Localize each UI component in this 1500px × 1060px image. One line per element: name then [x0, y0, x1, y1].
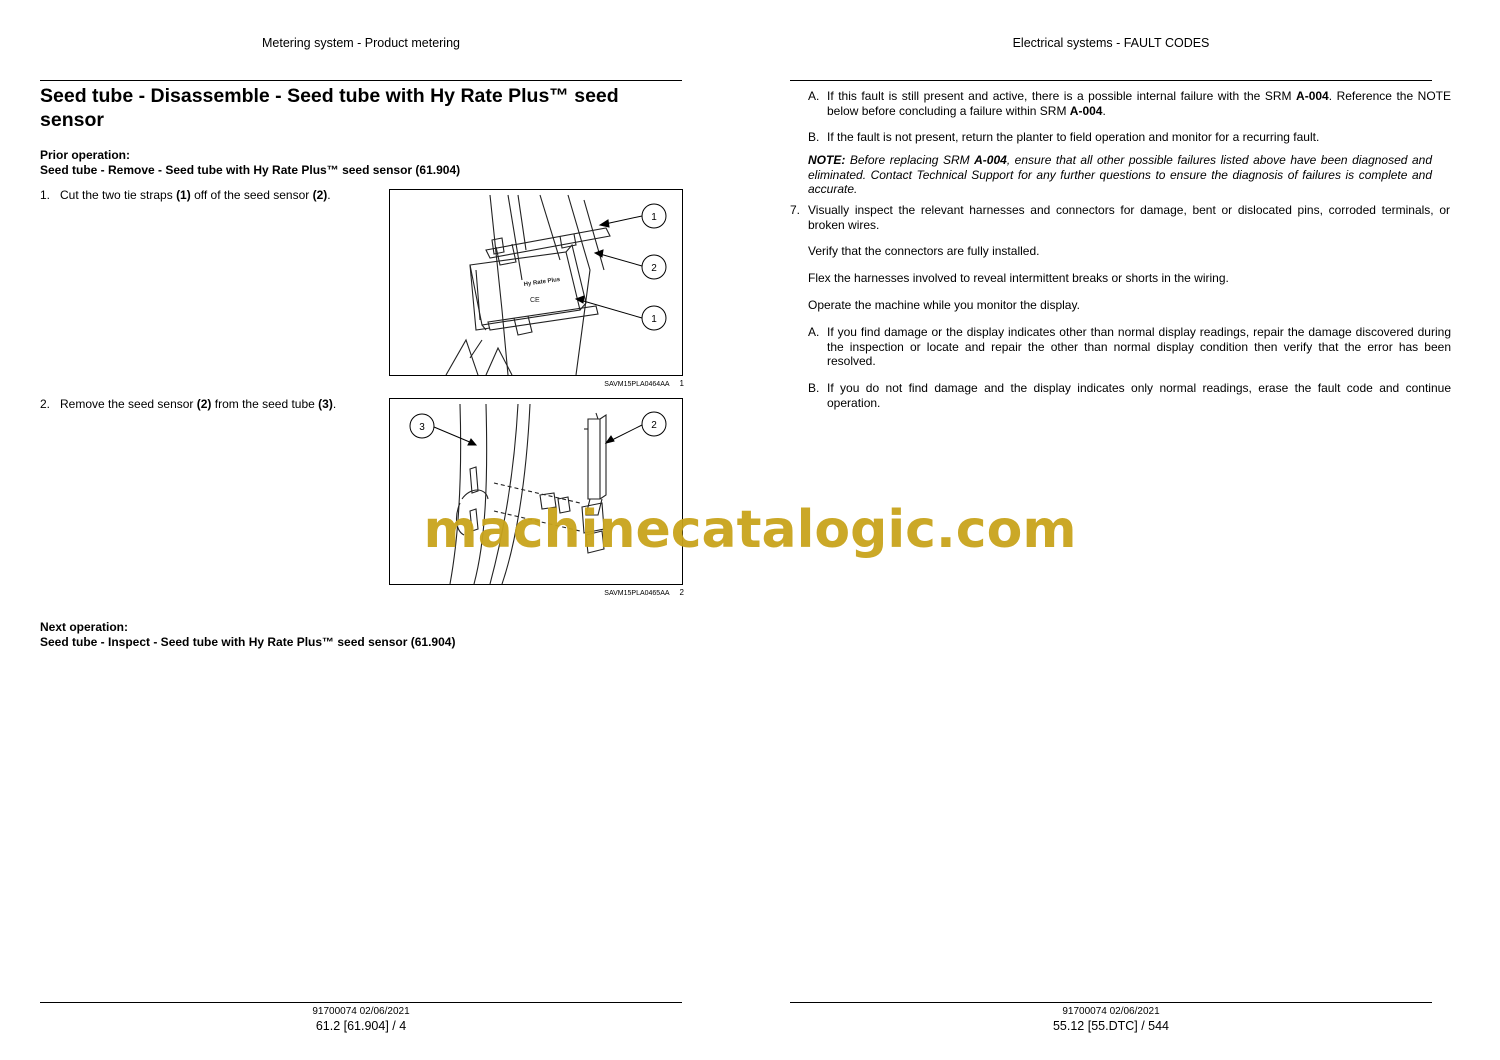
figure-1	[389, 189, 683, 376]
next-operation-label: Next operation:	[40, 620, 129, 634]
paragraph-verify-connectors: Verify that the connectors are fully installed.	[808, 244, 1040, 258]
callout-2: 2	[651, 263, 657, 274]
callout-1-lower: 1	[651, 314, 657, 325]
prior-operation-label: Prior operation:	[40, 148, 131, 162]
ref-tie-strap: (1)	[176, 188, 191, 202]
substep-b-no-damage: B. If you do not find damage and the display indicates only normal readings, erase the fault code and continue operation.	[808, 381, 1451, 410]
watermark-text: machinecatalogic.com	[423, 500, 1077, 560]
footer-rule	[40, 1002, 682, 1003]
callout-3: 3	[419, 422, 425, 433]
ce-mark: CE	[530, 297, 540, 304]
ref-seed-sensor: (2)	[196, 397, 212, 411]
page-title: Seed tube - Disassemble - Seed tube with Hy Rate Plus™ seed sensor	[40, 85, 619, 131]
substep-b-recurring-fault: B. If the fault is not present, return the planter to field operation and monitor for a recurring fault.	[808, 130, 1320, 144]
footer-page-number: 61.2 [61.904] / 4	[315, 1019, 407, 1033]
callout-1: 1	[651, 212, 657, 223]
prior-operation-link[interactable]: Seed tube - Remove - Seed tube with Hy Rate Plus™ seed sensor (61.904)	[40, 163, 461, 177]
paragraph-flex-harnesses: Flex the harnesses involved to reveal intermittent breaks or shorts in the wiring.	[808, 271, 1229, 285]
footer-document-id: 91700074 02/06/2021	[312, 1006, 410, 1017]
callout-2: 2	[651, 420, 657, 431]
figure-1-caption: SAVM15PLA0464AA 1	[604, 379, 684, 388]
step-2: 2. Remove the seed sensor (2) from the seed tube (3).	[40, 397, 337, 411]
footer-page-number: 55.12 [55.DTC] / 544	[1052, 1019, 1170, 1033]
paragraph-operate-machine: Operate the machine while you monitor the display.	[808, 298, 1080, 312]
note-block: NOTE: Before replacing SRM A-004, ensure that all other possible failures listed above have been diagnosed and eliminated. Contact Technical Support for any further questions to ensure the diagnosis of failures is complete and accurate.	[808, 153, 1432, 197]
sensor-brand-text: Hy Rate Plus	[523, 276, 561, 288]
step-1: 1. Cut the two tie straps (1) off of the seed sensor (2).	[40, 188, 331, 202]
header-rule	[40, 80, 682, 81]
ref-seed-sensor: (2)	[312, 188, 328, 202]
ref-seed-tube: (3)	[318, 397, 333, 411]
seed-sensor-strap-illustration	[390, 190, 682, 375]
substep-a-damage-found: A. If you find damage or the display indicates other than normal display readings, repair the damage discovered during the inspection or locate and repair the other than normal display condition then verify that the error has been resolved.	[808, 325, 1451, 369]
next-operation-link[interactable]: Seed tube - Inspect - Seed tube with Hy Rate Plus™ seed sensor (61.904)	[40, 635, 456, 649]
running-head: Electrical systems - FAULT CODES	[1012, 36, 1210, 50]
step-7: 7. Visually inspect the relevant harnesses and connectors for damage, bent or dislocated pins, corroded terminals, or broken wires.	[790, 203, 1450, 232]
running-head: Metering system - Product metering	[262, 36, 460, 50]
header-rule	[790, 80, 1432, 81]
figure-2-caption: SAVM15PLA0465AA 2	[604, 588, 684, 597]
footer-rule	[790, 1002, 1432, 1003]
substep-a-internal-failure: A. If this fault is still present and active, there is a possible internal failure with the SRM A-004. Reference the NOTE below before concluding a failure within SRM A-004.	[808, 89, 1452, 118]
footer-document-id: 91700074 02/06/2021	[1062, 1006, 1160, 1017]
